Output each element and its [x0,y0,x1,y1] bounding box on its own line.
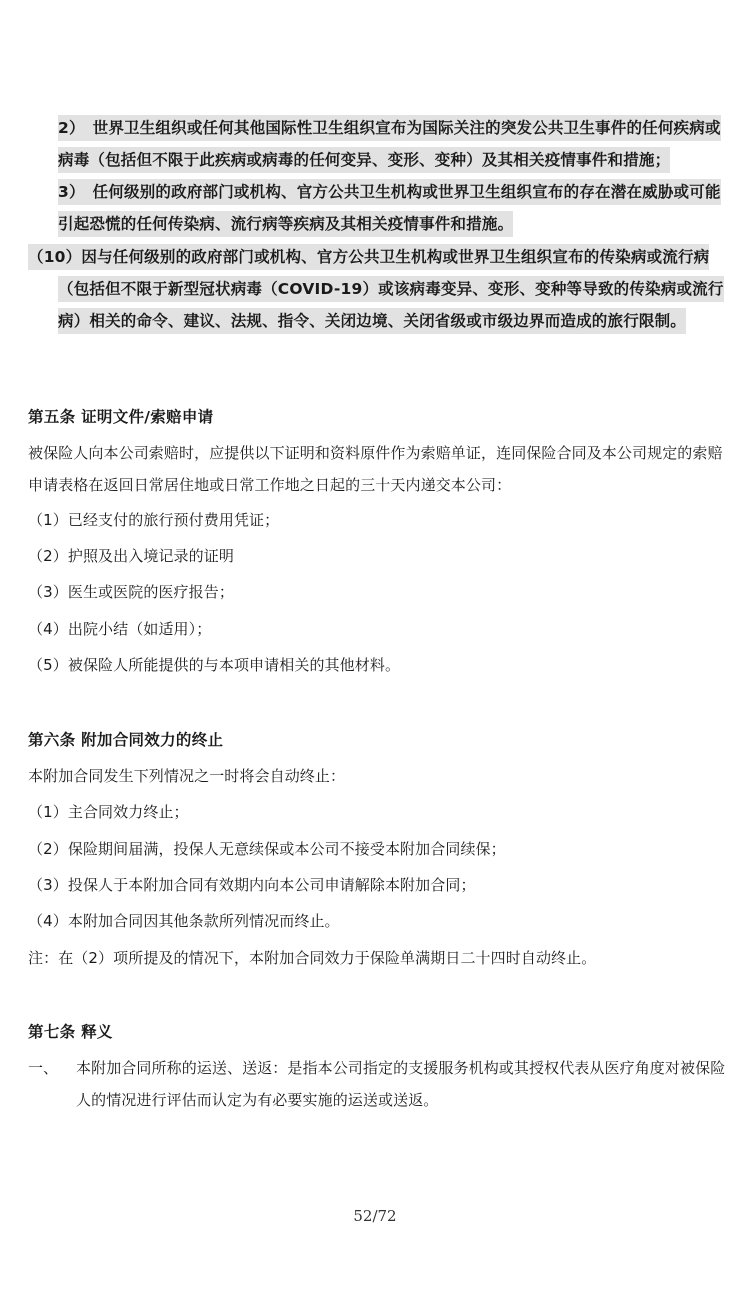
excerpt-item-3-text: 3） 任何级别的政府部门或机构、官方公共卫生机构或世界卫生组织宣布的存在潜在威胁或可能引起恐慌的任何传染病、流行病等疾病及其相关疫情事件和措施。 [58,179,721,237]
article-6-item-1: （1）主合同效力终止； [28,803,189,821]
excerpt-item-10 [28,241,728,337]
excerpt-item-10-first-line: （10）因与任何级别的政府部门或机构、官方公共卫生机构或世界卫生组织宣布的传染病或流行病 [28,244,709,270]
article-7-heading: 第七条 释义 [28,1023,113,1041]
article-5-heading: 第五条 证明文件/索赔申请 [28,408,214,426]
article-6-item-3: （3）投保人于本附加合同有效期内向本公司申请解除本附加合同； [28,876,476,894]
article-6-intro: 本附加合同发生下列情况之一时将会自动终止： [28,767,346,785]
article-5-item-2: （2）护照及出入境记录的证明 [28,547,234,565]
excerpt-item-10-rest: （包括但不限于新型冠状病毒（COVID-19）或该病毒变异、变形、变种等导致的传染病或流行病）相关的命令、建议、法规、指令、关闭边境、关闭省级或市级边界而造成的旅行限制。 [58,276,724,334]
page-number: 52/72 [353,1207,397,1225]
excerpt-item-2 [58,112,726,176]
article-6-item-4: （4）本附加合同因其他条款所列情况而终止。 [28,912,340,930]
article-5-item-1: （1）已经支付的旅行预付费用凭证； [28,511,280,529]
article-5-intro: 被保险人向本公司索赔时，应提供以下证明和资料原件作为索赔单证，连同保险合同及本公司规定的索赔申请表格在返回日常居住地或日常工作地之日起的三十天内递交本公司： [28,444,723,494]
excerpt-item-3 [58,176,726,240]
definition-1-number: 一、 [28,1059,59,1077]
article-5-item-4: （4）出院小结（如适用）； [28,620,212,638]
article-5-item-5: （5）被保险人所能提供的与本项申请相关的其他材料。 [28,656,401,674]
article-6-item-2: （2）保险期间届满，投保人无意续保或本公司不接受本附加合同续保； [28,840,506,858]
definition-1-text: 本附加合同所称的运送、送返：是指本公司指定的支援服务机构或其授权代表从医疗角度对被保险人的情况进行评估而认定为有必要实施的运送或送返。 [76,1059,726,1109]
article-6-heading: 第六条 附加合同效力的终止 [28,731,224,749]
article-5-item-3: （3）医生或医院的医疗报告； [28,583,234,601]
article-6-note: 注：在（2）项所提及的情况下，本附加合同效力于保险单满期日二十四时自动终止。 [28,949,597,967]
excerpt-item-2-text: 2） 世界卫生组织或任何其他国际性卫生组织宣布为国际关注的突发公共卫生事件的任何疾病或病毒（包括但不限于此疾病或病毒的任何变异、变形、变种）及其相关疫情事件和措施； [58,115,721,173]
